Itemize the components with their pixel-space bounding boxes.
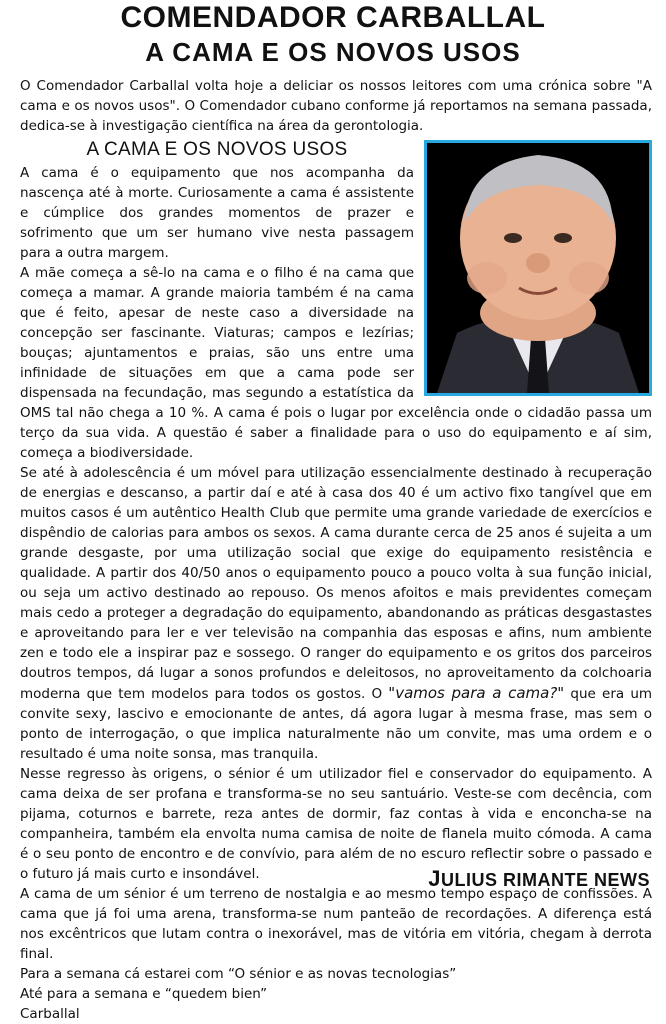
article-paragraph-5: A cama de um sénior é um terreno de nostalgia e ao mesmo tempo espaço de confissões. A cama que já foi uma arena, transforma-se num panteão de recordações. A diferença está nos excêntricos que lutam contra o inexorável, mas de vitória em vitória, chegam à derrota final. bbox=[20, 886, 652, 962]
intro-paragraph: O Comendador Carballal volta hoje a deliciar os nossos leitores com uma crónica sobre "A cama e os novos usos". O Comendador cubano conforme já reportamos na semana passada, dedica-se à investigação científica na área da gerontologia. bbox=[20, 78, 652, 134]
article-paragraph-3 bbox=[20, 463, 652, 764]
article-title: A CAMA E OS NOVOS USOS bbox=[86, 139, 348, 160]
paragraph-3-text: Se até à adolescência é um móvel para utilização essencialmente destinado à recuperação de energias e descanso, a partir daí e até à casa dos 40 é um activo fixo tangível que em muitos casos é um autêntico Health Club que permite uma grande variedade de exercícios e dispêndio de calorias para ambos os sexos. A cama durante cerca de 25 anos é sujeita a um grande desgaste, por uma utilização social que exige do equipamento resistência e qualidade. A partir dos 40/50 anos o equipamento pouco a pouco volta à sua função inicial, ou seja um activo destinado ao repouso. Os menos afoitos e mais previdentes começam mais cedo a proteger a degradação do equipamento, abandonando as práticas desgastastes e aproveitando para ler e ver televisão na companhia das esposas e afins, num ambiente zen e todo ele a inspirar paz e sossego. O ranger do equipamento e os gritos dos parceiros doutros tempos, dá lugar a sonos profundos e deleitosos, no aproveitamento da colchoaria moderna que tem modelos para todos os gostos. O bbox=[20, 465, 652, 702]
closing-line-2: Até para a semana e “quedem bien” bbox=[20, 986, 268, 1002]
signature: Carballal bbox=[20, 1006, 80, 1022]
author-photo bbox=[424, 140, 652, 396]
paragraph-3-text-end: que era um convite sexy, lascivo e emocionante de antes, dá agora lugar à mesma frase, mas sem o ponto de interrogação, o que implica naturalmente não um convite, mas uma ordem e o resultado é uma noite sonsa, mas tranquila. bbox=[20, 686, 653, 762]
closing-line-1: Para a semana cá estarei com “O sénior e as novas tecnologias” bbox=[20, 966, 457, 982]
publication-logo bbox=[428, 866, 650, 892]
portrait-illustration bbox=[427, 143, 649, 393]
quote-text: "vamos para a cama?" bbox=[388, 684, 565, 702]
logo-text: ULIUS RIMANTE NEWS bbox=[441, 870, 650, 890]
article-paragraph-2: A mãe começa a sê-lo na cama e o filho é na cama que começa a mamar. A grande maioria também é na cama que é feito, apesar de neste caso a diversidade na concepção ser fascinante. Viaturas; campos e lezírias; bouças; ajuntamentos e praias, são uns entre uma infinidade de situações em que a cama pode ser dispensada na fecundação, mas segundo a estatística da OMS tal não chega a 10 %. A cama é pois o lugar por excelência onde o cidadão passa um terço da sua vida. A questão é saber a finalidade para o uso do equipamento e aí sim, começa a biodiversidade. bbox=[20, 265, 652, 461]
logo-initial: J bbox=[428, 866, 441, 891]
article-paragraph-4: Nesse regresso às origens, o sénior é um utilizador fiel e conservador do equipamento. A cama deixa de ser profana e transforma-se no seu santuário. Veste-se com decência, com pijama, coturnos e barrete, reza antes de dormir, faz contas à vida e enconcha-se na companheira, também ela envolta numa camisa de noite de flanela muito cómoda. A cama é o seu ponto de encontro e de convívio, para além de no escuro reflectir sobre o passado e o futuro já mais curto e insondável. bbox=[20, 766, 652, 882]
page-title: COMENDADOR CARBALLAL bbox=[120, 1, 546, 34]
article-paragraph-1: A cama é o equipamento que nos acompanha da nascença até à morte. Curiosamente a cama é assistente e cúmplice dos grandes momentos de prazer e sofrimento que um ser humano vive nesta passagem para a outra margem. bbox=[20, 165, 414, 261]
page-subtitle: A CAMA E OS NOVOS USOS bbox=[145, 37, 521, 67]
